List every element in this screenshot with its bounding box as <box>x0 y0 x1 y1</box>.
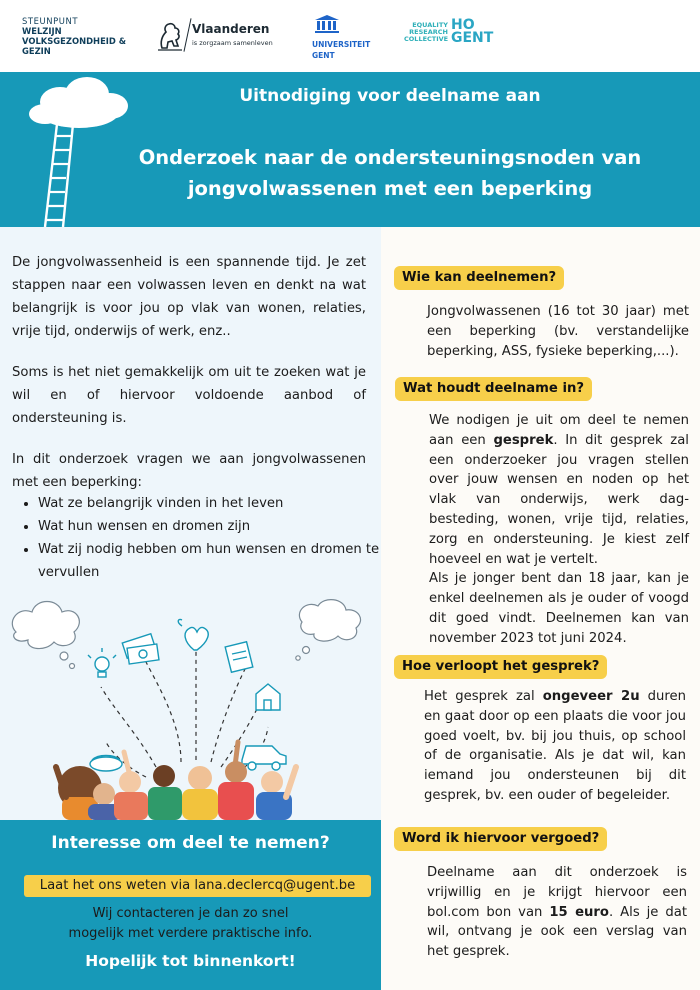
ugent-logo: UNIVERSITEIT GENT <box>312 14 370 60</box>
contact-section <box>0 820 381 990</box>
title-banner <box>0 72 700 227</box>
erc-text: EQUALITY RESEARCH COLLECTIVE <box>404 21 449 43</box>
contact-email-link[interactable]: Laat het ons weten via lana.declercq@ugent.be <box>24 875 371 897</box>
money-icon <box>122 634 159 664</box>
certificate-icon <box>225 642 253 673</box>
faq-answer-how: Het gesprek zal ongeveer 2u duren en gaat door op een plaats die voor jou goed voelt, bv. bij jou thuis, op school of de organisatie. Als je dat wil, kan iemand jou ondersteunen bij dit gesprek, bv. een ouder of begeleider. <box>424 689 687 803</box>
food-icon <box>90 756 122 772</box>
intro-paragraph-2: Soms is het niet gemakkelijk om uit te zoeken wat je wil en of hiervoor voldoende aanbod of ondersteuning is. <box>12 365 366 426</box>
intro-paragraph-3: In dit onderzoek vragen we aan jongvolwassenen met een beperking: <box>12 452 366 490</box>
young-adults-illustration <box>6 592 376 820</box>
research-questions-list <box>16 492 388 584</box>
contact-heading: Interesse om deel te nemen? <box>51 833 330 853</box>
lightbulb-icon <box>88 648 116 677</box>
faq-question-how: Hoe verloopt het gesprek? <box>394 655 607 679</box>
thought-cloud-left-icon <box>12 602 79 669</box>
steunpunt-logo: STEUNPUNT WELZIJN VOLKSGEZONDHEID & GEZIN <box>22 16 127 56</box>
logo-bar: STEUNPUNT WELZIJN VOLKSGEZONDHEID & GEZIN Vlaanderen is zorgzaam samenleven UNIVERSITEIT GENT EQUALITY RESEARCH COLLECTIVE HO GENT <box>0 0 700 72</box>
logo-divider <box>183 18 191 51</box>
faq-column <box>381 227 700 990</box>
car-icon <box>242 746 286 770</box>
faq-question-compensation: Word ik hiervoor vergoed? <box>394 827 607 851</box>
faq-answer-what: We nodigen je uit om deel te nemen aan een gesprek. In dit gesprek zal een onderzoeker jou vragen stellen over jouw wensen en noden op het vlak van onderwijs, werk dag-besteding, wonen, vrije tijd, relaties, zorg en ondersteuning. Je kiest zelf hoeveel en wat je vertelt. Als je jonger bent dan 18 jaar, kan je enkel deelnemen als je ouder of voogd dit goed vindt. Deelnemen kan van november 2023 tot juni 2024. <box>429 413 689 646</box>
contact-info-line-1: Wij contacteren je dan zo snel <box>92 906 289 921</box>
list-item: • Wat ze belangrijk vinden in het leven <box>38 492 388 515</box>
hogent-text: HO GENT <box>451 17 494 46</box>
heart-icon <box>178 619 208 650</box>
list-item: • Wat zij nodig hebben om hun wensen en dromen te vervullen <box>38 538 388 584</box>
intro-column <box>0 227 381 820</box>
faq-answer-who: Jongvolwassenen (16 tot 30 jaar) met een beperking (bv. verstandelijke beperking, ASS, fysieke beperking,...). <box>427 304 689 359</box>
banner-subtitle: Onderzoek naar de ondersteuningsnoden van jongvolwassenen met een beperking <box>138 146 642 200</box>
faq-question-who: Wie kan deelnemen? <box>394 266 564 290</box>
faq-answer-compensation: Deelname aan dit onderzoek is vrijwillig en je krijgt hiervoor een bol.com bon van 15 euro. Als je dat wil, ontvang je ook een verslag van het gesprek. <box>427 865 687 960</box>
faq-question-what: Wat houdt deelname in? <box>395 377 592 401</box>
house-icon <box>256 684 280 710</box>
intro-paragraph-1: De jongvolwassenheid is een spannende tijd. Je zet stappen naar een volwassen leven en denkt na wat belangrijk is voor jou op vlak van wonen, relaties, vrije tijd, onderwijs of werk, enz.. <box>12 255 366 339</box>
university-building-icon <box>312 14 342 34</box>
flemish-lion-icon <box>156 20 184 52</box>
cloud-ladder-illustration <box>15 72 145 227</box>
list-item: • Wat hun wensen en dromen zijn <box>38 515 388 538</box>
contact-info-line-2: mogelijk met verdere praktische info. <box>68 926 313 941</box>
banner-title: Uitnodiging voor deelname aan <box>239 86 541 106</box>
closing-text: Hopelijk tot binnenkort! <box>85 952 296 970</box>
thought-cloud-right-icon <box>296 600 361 661</box>
